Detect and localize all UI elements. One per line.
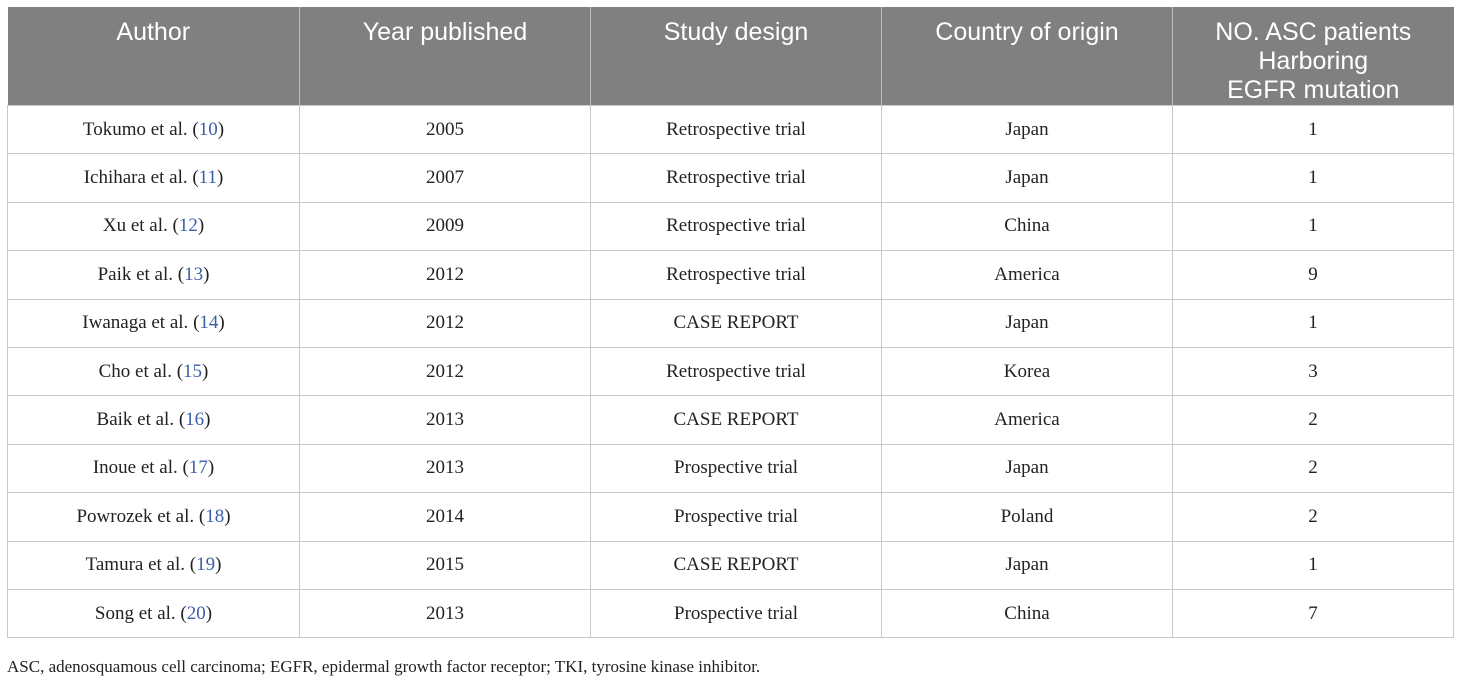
patient-count-cell: 3 xyxy=(1173,347,1454,395)
year-cell: 2007 xyxy=(300,154,591,202)
country-cell: America xyxy=(882,251,1173,299)
patient-count-cell: 1 xyxy=(1173,202,1454,250)
patient-count-cell: 2 xyxy=(1173,396,1454,444)
author-name: Baik et al. xyxy=(96,409,175,431)
year-cell: 2015 xyxy=(300,541,591,589)
reference-open-paren: ( xyxy=(189,554,197,576)
reference-link[interactable]: 17 xyxy=(188,457,208,479)
country-cell: China xyxy=(882,202,1173,250)
reference-link[interactable]: 11 xyxy=(198,167,217,189)
year-cell: 2012 xyxy=(300,299,591,347)
country-cell: America xyxy=(882,396,1173,444)
country-cell: Japan xyxy=(882,541,1173,589)
reference-open-paren: ( xyxy=(193,312,200,334)
reference-close-paren: ) xyxy=(224,505,231,527)
patient-count-cell: 2 xyxy=(1173,444,1454,492)
reference-link[interactable]: 12 xyxy=(178,215,198,237)
reference-link[interactable]: 14 xyxy=(199,312,219,334)
header-country-of-origin: Country of origin xyxy=(882,7,1173,106)
patient-count-cell: 1 xyxy=(1173,106,1454,154)
study-design-cell: Prospective trial xyxy=(591,589,882,637)
egfr-asc-table xyxy=(7,7,1454,638)
table-header xyxy=(8,7,1454,106)
reference-close-paren: ) xyxy=(204,409,211,431)
reference-close-paren: ) xyxy=(197,215,205,237)
reference-open-paren: ( xyxy=(198,505,206,527)
author-cell xyxy=(8,251,300,299)
header-author: Author xyxy=(8,7,300,106)
table-row xyxy=(8,251,1454,299)
header-patient-count-line-2: Harboring xyxy=(1258,47,1369,75)
country-cell: Japan xyxy=(882,154,1173,202)
study-design-cell: CASE REPORT xyxy=(591,541,882,589)
author-name: Song et al. xyxy=(94,602,176,624)
reference-link[interactable]: 18 xyxy=(205,505,225,527)
table-row xyxy=(8,299,1454,347)
header-row xyxy=(8,7,1454,106)
country-cell: Poland xyxy=(882,493,1173,541)
year-cell: 2014 xyxy=(300,493,591,541)
study-design-cell: Retrospective trial xyxy=(591,154,882,202)
patient-count-cell: 1 xyxy=(1173,541,1454,589)
author-cell xyxy=(8,589,300,637)
reference-open-paren: ( xyxy=(182,457,189,479)
year-cell: 2005 xyxy=(300,106,591,154)
table-row xyxy=(8,589,1454,637)
table-row xyxy=(8,202,1454,250)
year-cell: 2013 xyxy=(300,444,591,492)
reference-link[interactable]: 15 xyxy=(183,360,203,382)
header-study-design: Study design xyxy=(591,7,882,106)
egfr-asc-table-container xyxy=(7,7,1453,638)
year-cell: 2012 xyxy=(300,347,591,395)
study-design-cell: Retrospective trial xyxy=(591,202,882,250)
table-row xyxy=(8,444,1454,492)
author-name: Paik et al. xyxy=(97,263,174,285)
reference-link[interactable]: 16 xyxy=(185,409,205,431)
author-cell xyxy=(8,202,300,250)
patient-count-cell: 9 xyxy=(1173,251,1454,299)
author-name: Cho et al. xyxy=(98,360,172,382)
reference-close-paren: ) xyxy=(205,602,213,624)
author-cell xyxy=(8,347,300,395)
table-row xyxy=(8,347,1454,395)
reference-close-paren: ) xyxy=(202,360,209,382)
study-design-cell: Prospective trial xyxy=(591,493,882,541)
patient-count-cell: 7 xyxy=(1173,589,1454,637)
reference-open-paren: ( xyxy=(178,409,186,431)
country-cell: Japan xyxy=(882,444,1173,492)
patient-count-cell: 2 xyxy=(1173,493,1454,541)
author-name: Tokumo et al. xyxy=(82,118,188,140)
study-design-cell: CASE REPORT xyxy=(591,299,882,347)
patient-count-cell: 1 xyxy=(1173,154,1454,202)
author-name: Xu et al. xyxy=(102,215,168,237)
table-row xyxy=(8,541,1454,589)
country-cell: Japan xyxy=(882,299,1173,347)
patient-count-cell: 1 xyxy=(1173,299,1454,347)
year-cell: 2012 xyxy=(300,251,591,299)
author-name: Ichihara et al. xyxy=(83,167,188,189)
study-design-cell: Prospective trial xyxy=(591,444,882,492)
year-cell: 2013 xyxy=(300,396,591,444)
reference-open-paren: ( xyxy=(192,167,199,189)
header-patient-count xyxy=(1173,7,1454,106)
reference-open-paren: ( xyxy=(172,215,179,237)
table-footnote: ASC, adenosquamous cell carcinoma; EGFR, epidermal growth factor receptor; TKI, tyrosine kinase inhibitor. xyxy=(7,657,761,676)
author-name: Tamura et al. xyxy=(85,554,186,576)
reference-close-paren: ) xyxy=(217,118,225,140)
reference-open-paren: ( xyxy=(177,263,185,285)
study-design-cell: CASE REPORT xyxy=(591,396,882,444)
reference-link[interactable]: 13 xyxy=(184,263,204,285)
author-cell xyxy=(8,299,300,347)
author-cell xyxy=(8,154,300,202)
reference-close-paren: ) xyxy=(207,457,215,479)
header-year-published: Year published xyxy=(300,7,591,106)
reference-link[interactable]: 19 xyxy=(196,554,216,576)
author-name: Inoue et al. xyxy=(92,457,178,479)
header-patient-count-line-1: NO. ASC patients xyxy=(1215,18,1412,46)
year-cell: 2009 xyxy=(300,202,591,250)
author-cell xyxy=(8,444,300,492)
reference-close-paren: ) xyxy=(203,263,210,285)
country-cell: Korea xyxy=(882,347,1173,395)
author-cell xyxy=(8,541,300,589)
reference-close-paren: ) xyxy=(215,554,222,576)
study-design-cell: Retrospective trial xyxy=(591,106,882,154)
table-row xyxy=(8,493,1454,541)
country-cell: China xyxy=(882,589,1173,637)
year-cell: 2013 xyxy=(300,589,591,637)
table-row xyxy=(8,154,1454,202)
reference-open-paren: ( xyxy=(180,602,187,624)
author-name: Powrozek et al. xyxy=(76,505,195,527)
author-cell xyxy=(8,106,300,154)
author-cell xyxy=(8,493,300,541)
reference-link[interactable]: 10 xyxy=(198,118,218,140)
author-name: Iwanaga et al. xyxy=(82,312,189,334)
country-cell: Japan xyxy=(882,106,1173,154)
reference-link[interactable]: 20 xyxy=(186,602,206,624)
author-cell xyxy=(8,396,300,444)
table-row xyxy=(8,106,1454,154)
study-design-cell: Retrospective trial xyxy=(591,347,882,395)
study-design-cell: Retrospective trial xyxy=(591,251,882,299)
table-row xyxy=(8,396,1454,444)
reference-close-paren: ) xyxy=(216,167,224,189)
reference-open-paren: ( xyxy=(192,118,199,140)
reference-close-paren: ) xyxy=(218,312,225,334)
table-body xyxy=(8,106,1454,638)
reference-open-paren: ( xyxy=(176,360,184,382)
header-patient-count-line-3: EGFR mutation xyxy=(1227,76,1400,104)
